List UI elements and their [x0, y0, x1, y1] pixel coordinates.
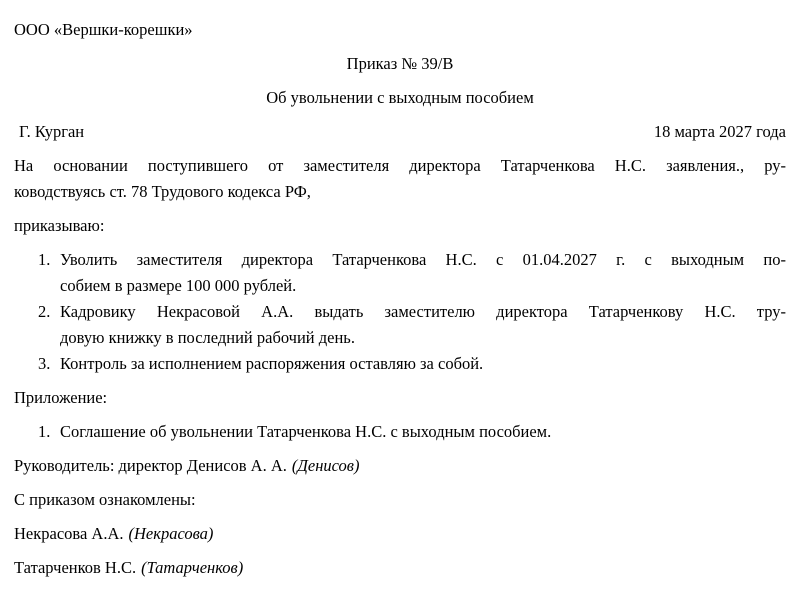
attachment-item-text — [60, 419, 786, 445]
order-item-line: Уволить заместителя директора Татарченкова Н.С. с 01.04.2027 г. с выходным по- — [60, 250, 786, 269]
orders-list — [14, 247, 786, 377]
preamble-line-1: На основании поступившего от заместителя директора Татарченкова Н.С. заявления., ру- — [14, 156, 786, 175]
organization-name: ООО «Вершки-корешки» — [14, 20, 193, 39]
acknowledgement-handwritten: (Татарченков) — [141, 558, 244, 577]
order-item-number: 3. — [38, 354, 51, 373]
place-date-row — [14, 119, 786, 145]
acknowledgement-name: Татарченков Н.С. — [14, 558, 137, 577]
acknowledgement-line — [14, 521, 786, 547]
order-item — [38, 247, 786, 299]
document-title: Приказ № 39/В — [346, 54, 454, 73]
acknowledged-label: С приказом ознакомлены: — [14, 490, 196, 509]
acknowledgement-name: Некрасова А.А. — [14, 524, 124, 543]
document-place: Г. Курган — [19, 122, 85, 141]
order-item-line: собием в размере 100 000 рублей. — [60, 276, 297, 295]
order-word: приказываю: — [14, 216, 105, 235]
order-item-text — [60, 247, 786, 299]
order-item — [38, 351, 786, 377]
order-item-text — [60, 351, 786, 377]
attachment-item-line: Соглашение об увольнении Татарченкова Н.С. с выходным пособием. — [60, 422, 552, 441]
attachment-item — [38, 419, 786, 445]
attachment-label: Приложение: — [14, 388, 108, 407]
document-subtitle: Об увольнении с выходным пособием — [266, 88, 534, 107]
order-item-line: Контроль за исполнением распоряжения оставляю за собой. — [60, 354, 484, 373]
preamble-line-2: ководствуясь ст. 78 Трудового кодекса РФ, — [14, 182, 311, 201]
signature-handwritten: (Денисов) — [291, 456, 360, 475]
order-item-line: Кадровику Некрасовой А.А. выдать заместителю директора Татарченкову Н.С. тру- — [60, 302, 786, 321]
signature-label: Руководитель: директор Денисов А. А. — [14, 456, 287, 475]
order-item-number: 2. — [38, 302, 51, 321]
order-item-number: 1. — [38, 250, 51, 269]
acknowledgement-handwritten: (Некрасова) — [128, 524, 214, 543]
preamble-paragraph — [14, 153, 786, 205]
document-date: 18 марта 2027 года — [653, 122, 786, 141]
signature-line — [14, 453, 786, 479]
attachment-item-number: 1. — [38, 422, 51, 441]
acknowledgement-line — [14, 555, 786, 581]
order-item-line: довую книжку в последний рабочий день. — [60, 328, 355, 347]
order-item-text — [60, 299, 786, 351]
order-item — [38, 299, 786, 351]
attachments-list — [14, 419, 786, 445]
